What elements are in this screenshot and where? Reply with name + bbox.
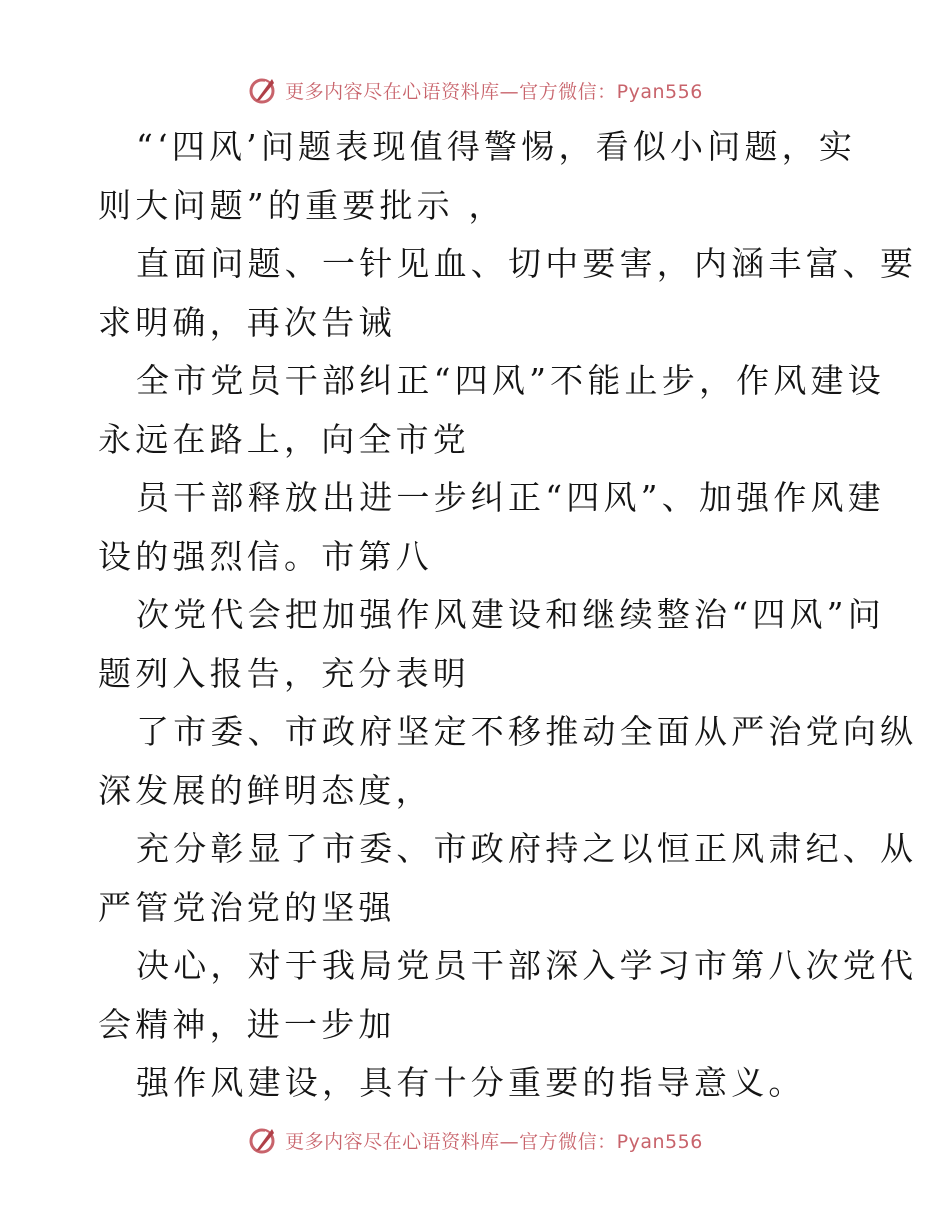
paragraph-line: 严管党治党的坚强 [98, 887, 396, 927]
paragraph-line: 求明确，再次告诫 [98, 302, 396, 342]
paragraph-line: 员干部释放出进一步纠正“四风”、加强作风建 [136, 478, 885, 517]
paragraph-line: 题列入报告，充分表明 [98, 653, 470, 693]
paragraph-line: 则大问题”的重要批示 ， [98, 185, 506, 225]
paragraph-line: 直面问题、一针见血、切中要害，内涵丰富、要 [136, 244, 918, 283]
paragraph-line: 了市委、市政府坚定不移推动全面从严治党向纵 [136, 712, 918, 751]
paragraph-line: 设的强烈信。市第八 [98, 536, 433, 576]
paragraph-9 [98, 1054, 858, 1113]
paragraph-line: 充分彰显了市委、市政府持之以恒正风肃纪、从 [136, 829, 918, 868]
paragraph-1 [98, 118, 858, 235]
paragraph-line: 深发展的鲜明态度， [98, 770, 433, 810]
paragraph-7 [98, 820, 918, 937]
header-watermark-text: 更多内容尽在心语资料库—官方微信：Pyan556 [285, 80, 703, 103]
paragraph-4 [98, 469, 885, 586]
paragraph-line: 会精神，进一步加 [98, 1004, 396, 1044]
footer-watermark [0, 1120, 950, 1160]
document-body [98, 118, 918, 1113]
feather-pen-logo-icon [247, 74, 279, 106]
paragraph-line: 全市党员干部纠正“四风”不能止步，作风建设 [136, 361, 885, 400]
paragraph-2 [98, 235, 918, 352]
paragraph-line: 永远在路上，向全市党 [98, 419, 470, 459]
paragraph-line: 次党代会把加强作风建设和继续整治“四风”问 [136, 595, 885, 634]
paragraph-5 [98, 586, 885, 703]
header-watermark [0, 70, 950, 110]
footer-watermark-text: 更多内容尽在心语资料库—官方微信：Pyan556 [285, 1130, 703, 1153]
paragraph-6 [98, 703, 918, 820]
paragraph-3 [98, 352, 885, 469]
feather-pen-logo-icon [247, 1124, 279, 1156]
paragraph-8 [98, 937, 918, 1054]
paragraph-line: “‘四风’问题表现值得警惕，看似小问题，实 [136, 127, 857, 166]
paragraph-line: 决心，对于我局党员干部深入学习市第八次党代 [136, 946, 918, 985]
paragraph-line: 强作风建设，具有十分重要的指导意义。 [136, 1063, 806, 1102]
